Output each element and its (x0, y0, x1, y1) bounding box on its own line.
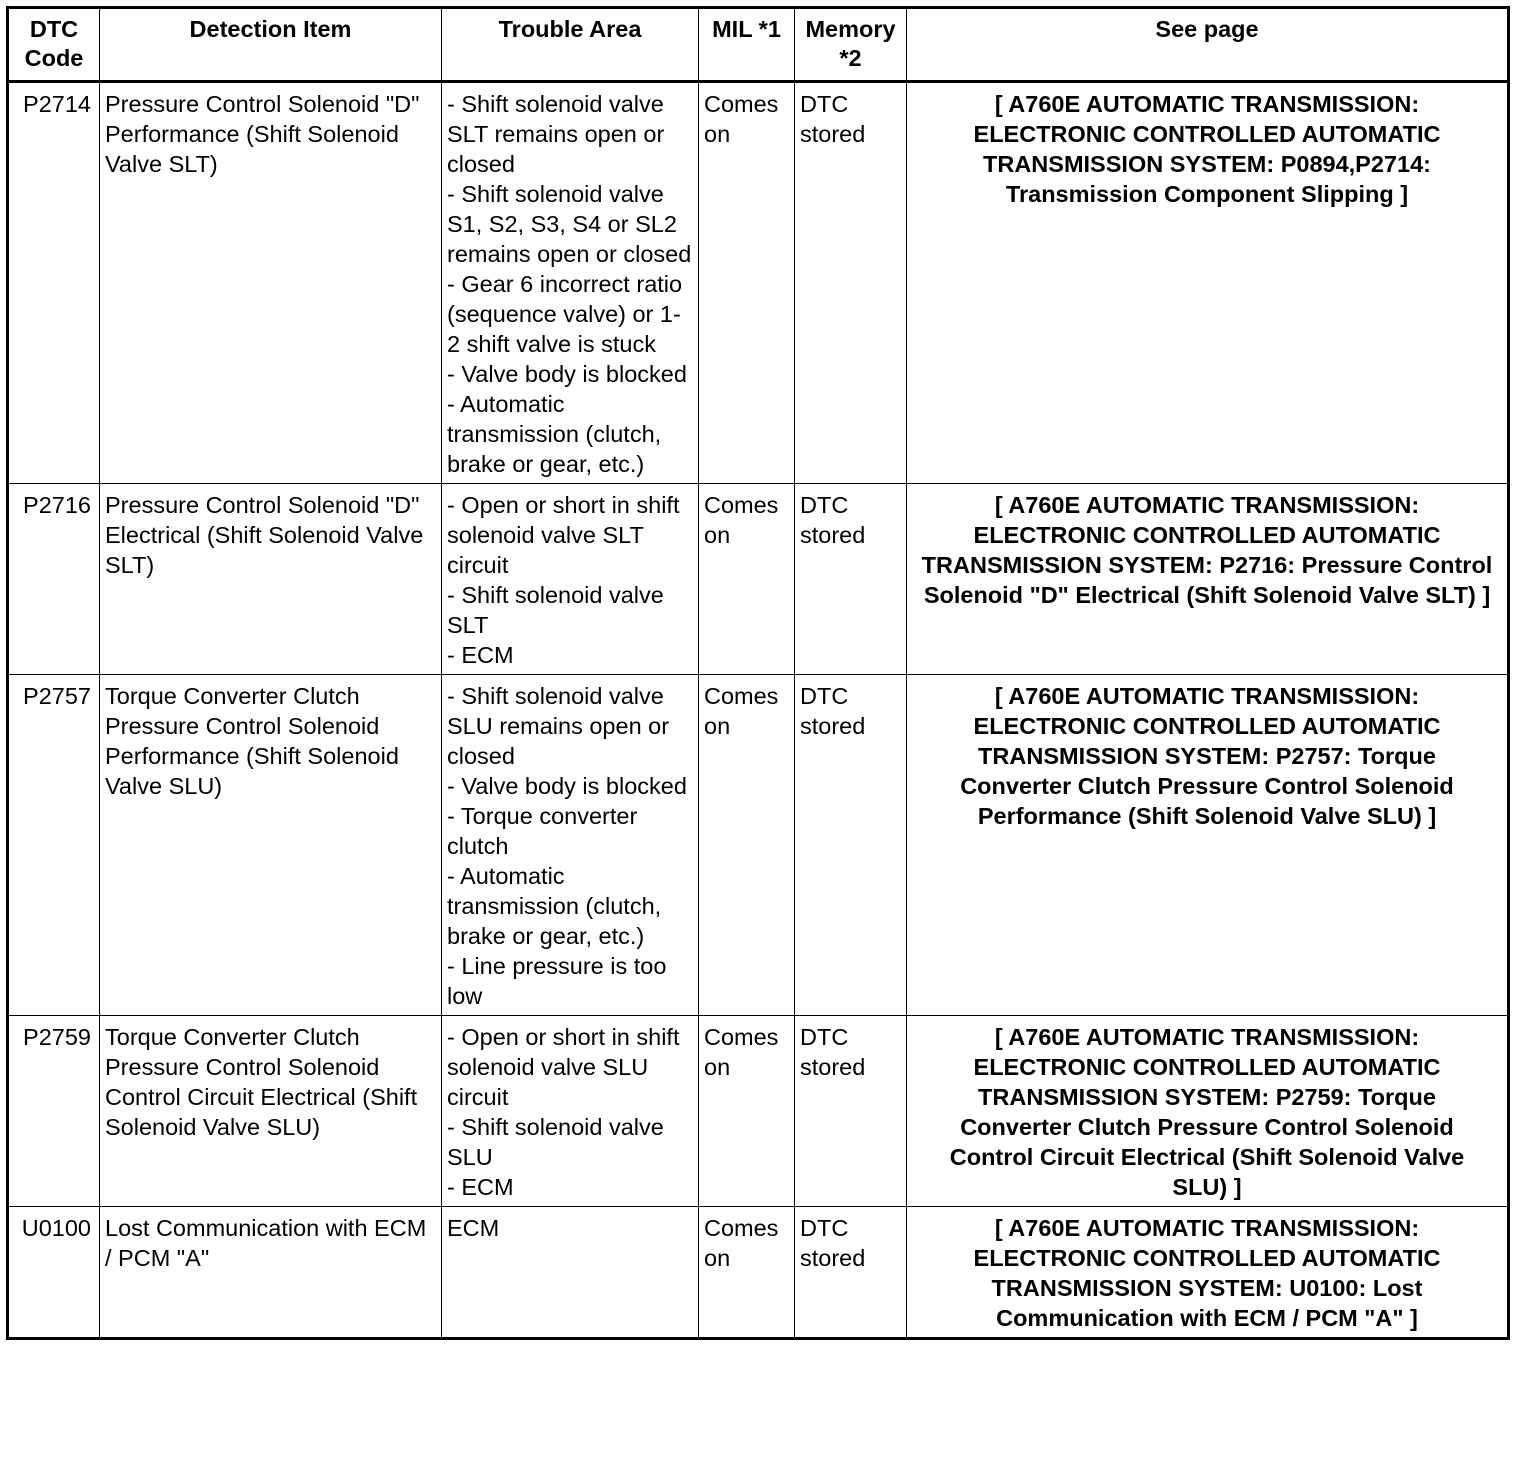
see-page-link[interactable]: [ A760E AUTOMATIC TRANSMISSION: ELECTRONIC CONTROLLED AUTOMATIC TRANSMISSION SYSTEM: P0894,P2714: Transmission Component Slipping ] (907, 82, 1509, 484)
header-see-page: See page (907, 8, 1509, 82)
mil-cell: Comes on (699, 484, 795, 675)
table-row (8, 1016, 1509, 1207)
trouble-area-item: ECM (447, 1215, 500, 1241)
trouble-area-item: - Torque converter clutch (447, 803, 638, 859)
memory-cell: DTC stored (795, 1207, 907, 1339)
trouble-area-cell (442, 1207, 699, 1339)
trouble-area-cell (442, 675, 699, 1016)
table-row (8, 675, 1509, 1016)
dtc-table (6, 6, 1510, 1340)
trouble-area-item: - Shift solenoid valve SLT remains open or closed (447, 91, 665, 177)
trouble-area-item: - Open or short in shift solenoid valve SLT circuit (447, 492, 680, 578)
header-row (8, 8, 1509, 82)
trouble-area-item: - Gear 6 incorrect ratio (sequence valve) or 1-2 shift valve is stuck (447, 271, 683, 357)
trouble-area-item: - Line pressure is too low (447, 953, 667, 1009)
memory-cell: DTC stored (795, 484, 907, 675)
table-row (8, 82, 1509, 484)
dtc-code-cell: P2714 (8, 82, 100, 484)
see-page-link[interactable]: [ A760E AUTOMATIC TRANSMISSION: ELECTRONIC CONTROLLED AUTOMATIC TRANSMISSION SYSTEM: P2716: Pressure Control Solenoid "D" Electrical (Shift Solenoid Valve SLT) ] (907, 484, 1509, 675)
trouble-area-cell (442, 1016, 699, 1207)
table-row (8, 484, 1509, 675)
see-page-link[interactable]: [ A760E AUTOMATIC TRANSMISSION: ELECTRONIC CONTROLLED AUTOMATIC TRANSMISSION SYSTEM: P2759: Torque Converter Clutch Pressure Control Solenoid Control Circuit Electrical (Shift Solenoid Valve SLU) ] (907, 1016, 1509, 1207)
table-header (8, 8, 1509, 82)
memory-cell: DTC stored (795, 1016, 907, 1207)
dtc-code-cell: P2759 (8, 1016, 100, 1207)
memory-cell: DTC stored (795, 82, 907, 484)
header-dtc-code: DTC Code (8, 8, 100, 82)
dtc-code-cell: U0100 (8, 1207, 100, 1339)
trouble-area-item: - Shift solenoid valve S1, S2, S3, S4 or SL2 remains open or closed (447, 181, 692, 267)
trouble-area-item: - ECM (447, 1174, 514, 1200)
mil-cell: Comes on (699, 675, 795, 1016)
see-page-link[interactable]: [ A760E AUTOMATIC TRANSMISSION: ELECTRONIC CONTROLLED AUTOMATIC TRANSMISSION SYSTEM: U0100: Lost Communication with ECM / PCM "A" ] (907, 1207, 1509, 1339)
header-detection-item: Detection Item (100, 8, 442, 82)
detection-item-cell: Pressure Control Solenoid "D" Electrical (Shift Solenoid Valve SLT) (100, 484, 442, 675)
trouble-area-item: - Shift solenoid valve SLU (447, 1114, 664, 1170)
trouble-area-item: - Automatic transmission (clutch, brake or gear, etc.) (447, 391, 662, 477)
table-row (8, 1207, 1509, 1339)
trouble-area-item: - Valve body is blocked (447, 773, 687, 799)
trouble-area-item: - ECM (447, 642, 514, 668)
detection-item-cell: Lost Communication with ECM / PCM "A" (100, 1207, 442, 1339)
header-memory: Memory *2 (795, 8, 907, 82)
trouble-area-item: - Open or short in shift solenoid valve SLU circuit (447, 1024, 680, 1110)
table-body (8, 82, 1509, 1339)
header-trouble-area: Trouble Area (442, 8, 699, 82)
dtc-code-cell: P2757 (8, 675, 100, 1016)
detection-item-cell: Torque Converter Clutch Pressure Control Solenoid Performance (Shift Solenoid Valve SLU) (100, 675, 442, 1016)
trouble-area-item: - Automatic transmission (clutch, brake or gear, etc.) (447, 863, 662, 949)
trouble-area-item: - Shift solenoid valve SLT (447, 582, 664, 638)
header-mil: MIL *1 (699, 8, 795, 82)
mil-cell: Comes on (699, 1016, 795, 1207)
trouble-area-cell (442, 484, 699, 675)
mil-cell: Comes on (699, 1207, 795, 1339)
dtc-code-cell: P2716 (8, 484, 100, 675)
see-page-link[interactable]: [ A760E AUTOMATIC TRANSMISSION: ELECTRONIC CONTROLLED AUTOMATIC TRANSMISSION SYSTEM: P2757: Torque Converter Clutch Pressure Control Solenoid Performance (Shift Solenoid Valve SLU) ] (907, 675, 1509, 1016)
detection-item-cell: Torque Converter Clutch Pressure Control Solenoid Control Circuit Electrical (Shift Solenoid Valve SLU) (100, 1016, 442, 1207)
mil-cell: Comes on (699, 82, 795, 484)
trouble-area-item: - Shift solenoid valve SLU remains open or closed (447, 683, 670, 769)
trouble-area-cell (442, 82, 699, 484)
memory-cell: DTC stored (795, 675, 907, 1016)
detection-item-cell: Pressure Control Solenoid "D" Performance (Shift Solenoid Valve SLT) (100, 82, 442, 484)
trouble-area-item: - Valve body is blocked (447, 361, 687, 387)
